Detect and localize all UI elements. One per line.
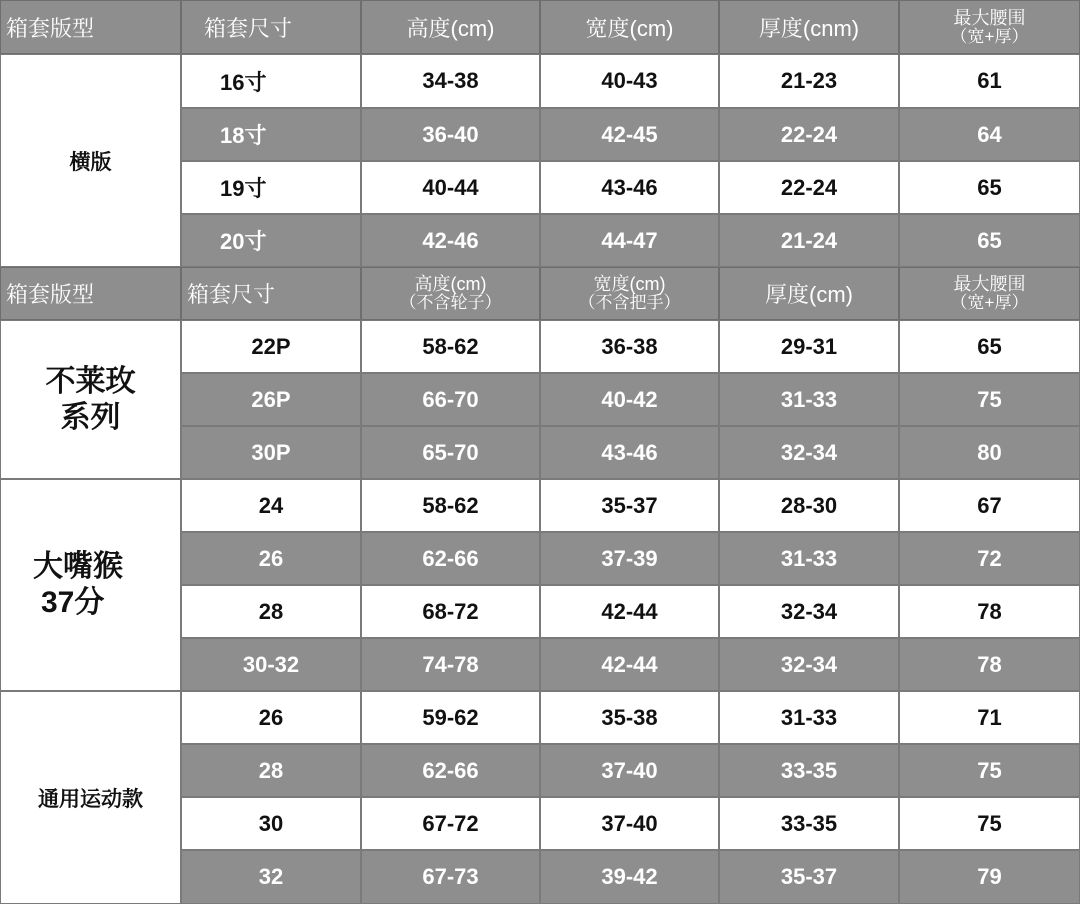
header-width-2-line1: 宽度(cm) — [593, 274, 666, 295]
header-waist-line2: （宽+厚） — [950, 26, 1029, 46]
header-type-2: 箱套版型 — [0, 267, 181, 320]
waist-cell: 78 — [899, 585, 1080, 638]
group-label-bulaimei — [0, 320, 181, 479]
size-cell: 28 — [181, 744, 361, 797]
group-label-line2: 系列 — [60, 400, 121, 434]
width-cell: 43-46 — [540, 161, 719, 214]
waist-cell: 75 — [899, 744, 1080, 797]
waist-cell: 67 — [899, 479, 1080, 532]
header-height-2-line2: （不含轮子） — [399, 293, 502, 313]
width-cell: 42-45 — [540, 108, 719, 161]
depth-cell: 33-35 — [719, 744, 899, 797]
group-label-line2: 37分 — [41, 586, 105, 619]
depth-cell: 31-33 — [719, 532, 899, 585]
header-depth-2: 厚度(cm) — [719, 267, 899, 320]
height-cell: 58-62 — [361, 479, 540, 532]
header-height-2-line1: 高度(cm) — [414, 274, 487, 295]
width-cell: 35-38 — [540, 691, 719, 744]
size-cell: 16寸 — [181, 54, 361, 108]
header-width-2 — [540, 267, 719, 320]
size-cell: 20寸 — [181, 214, 361, 267]
width-cell: 35-37 — [540, 479, 719, 532]
depth-cell: 31-33 — [719, 373, 899, 426]
header-type: 箱套版型 — [0, 0, 181, 54]
header-waist-line1: 最大腰围 — [953, 7, 1026, 28]
height-cell: 65-70 — [361, 426, 540, 479]
depth-cell: 35-37 — [719, 850, 899, 904]
depth-cell: 21-23 — [719, 54, 899, 108]
width-cell: 42-44 — [540, 638, 719, 691]
height-cell: 59-62 — [361, 691, 540, 744]
group-label-horizontal: 横版 — [0, 54, 181, 267]
size-cell: 24 — [181, 479, 361, 532]
header-waist-2 — [899, 267, 1080, 320]
height-cell: 62-66 — [361, 532, 540, 585]
waist-cell: 79 — [899, 850, 1080, 904]
depth-cell: 32-34 — [719, 585, 899, 638]
height-cell: 68-72 — [361, 585, 540, 638]
group-label-line1: 大嘴猴 — [33, 550, 123, 583]
depth-cell: 21-24 — [719, 214, 899, 267]
header-waist-2-line1: 最大腰围 — [953, 274, 1026, 295]
waist-cell: 75 — [899, 797, 1080, 850]
depth-cell: 32-34 — [719, 426, 899, 479]
depth-cell: 29-31 — [719, 320, 899, 373]
header-depth: 厚度(cnm) — [719, 0, 899, 54]
header-waist-2-line2: （宽+厚） — [950, 293, 1029, 313]
size-cell: 26 — [181, 691, 361, 744]
height-cell: 66-70 — [361, 373, 540, 426]
depth-cell: 31-33 — [719, 691, 899, 744]
header-size: 箱套尺寸 — [181, 0, 361, 54]
width-cell: 40-42 — [540, 373, 719, 426]
header-width-2-line2: （不含把手） — [578, 293, 681, 313]
group-label-sport: 通用运动款 — [0, 691, 181, 904]
height-cell: 62-66 — [361, 744, 540, 797]
header-width: 宽度(cm) — [540, 0, 719, 54]
size-cell: 18寸 — [181, 108, 361, 161]
waist-cell: 61 — [899, 54, 1080, 108]
size-cell: 22P — [181, 320, 361, 373]
header-height: 高度(cm) — [361, 0, 540, 54]
size-cell: 28 — [181, 585, 361, 638]
width-cell: 40-43 — [540, 54, 719, 108]
waist-cell: 64 — [899, 108, 1080, 161]
size-cell: 19寸 — [181, 161, 361, 214]
height-cell: 40-44 — [361, 161, 540, 214]
depth-cell: 28-30 — [719, 479, 899, 532]
header-waist — [899, 0, 1080, 54]
height-cell: 58-62 — [361, 320, 540, 373]
size-cell: 26P — [181, 373, 361, 426]
height-cell: 42-46 — [361, 214, 540, 267]
waist-cell: 65 — [899, 161, 1080, 214]
header-size-2: 箱套尺寸 — [181, 267, 361, 320]
height-cell: 67-73 — [361, 850, 540, 904]
depth-cell: 33-35 — [719, 797, 899, 850]
width-cell: 37-40 — [540, 744, 719, 797]
waist-cell: 71 — [899, 691, 1080, 744]
waist-cell: 75 — [899, 373, 1080, 426]
group-label-paul-frank — [0, 479, 181, 691]
size-cell: 32 — [181, 850, 361, 904]
height-cell: 67-72 — [361, 797, 540, 850]
width-cell: 36-38 — [540, 320, 719, 373]
width-cell: 37-39 — [540, 532, 719, 585]
height-cell: 74-78 — [361, 638, 540, 691]
width-cell: 37-40 — [540, 797, 719, 850]
waist-cell: 65 — [899, 320, 1080, 373]
width-cell: 44-47 — [540, 214, 719, 267]
waist-cell: 78 — [899, 638, 1080, 691]
header-height-2 — [361, 267, 540, 320]
depth-cell: 32-34 — [719, 638, 899, 691]
width-cell: 43-46 — [540, 426, 719, 479]
size-cell: 30 — [181, 797, 361, 850]
waist-cell: 80 — [899, 426, 1080, 479]
size-cell: 30P — [181, 426, 361, 479]
depth-cell: 22-24 — [719, 161, 899, 214]
width-cell: 39-42 — [540, 850, 719, 904]
waist-cell: 65 — [899, 214, 1080, 267]
depth-cell: 22-24 — [719, 108, 899, 161]
width-cell: 42-44 — [540, 585, 719, 638]
group-label-line1: 不莱玫 — [45, 364, 136, 398]
height-cell: 36-40 — [361, 108, 540, 161]
waist-cell: 72 — [899, 532, 1080, 585]
height-cell: 34-38 — [361, 54, 540, 108]
size-cell: 30-32 — [181, 638, 361, 691]
size-cell: 26 — [181, 532, 361, 585]
